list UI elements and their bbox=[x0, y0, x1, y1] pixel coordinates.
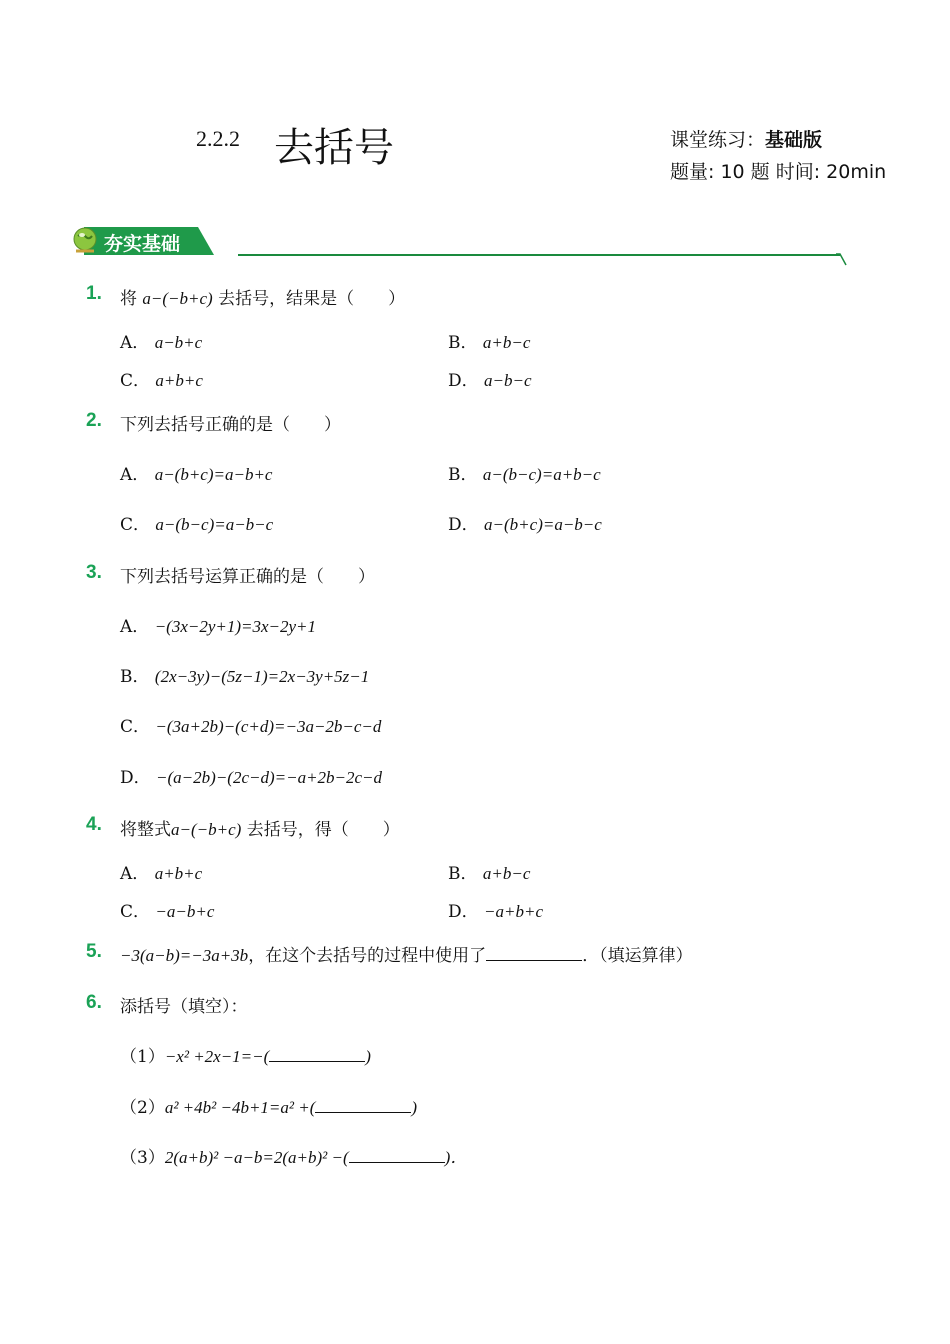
divider-end bbox=[836, 253, 850, 267]
question-number: 3. bbox=[86, 562, 102, 583]
option-expression: a−(b+c)=a−b+c bbox=[154, 465, 273, 484]
option-expression: a+b+c bbox=[154, 864, 203, 883]
exercise-label: 课堂练习： bbox=[670, 129, 766, 151]
option-letter: B． bbox=[448, 333, 478, 353]
option-d[interactable] bbox=[448, 366, 532, 391]
fill-part bbox=[120, 1042, 371, 1067]
option-expression: a−(b−c)=a−b−c bbox=[155, 515, 274, 534]
part-expression: a² +4b² −4b+1=a² +( bbox=[164, 1098, 316, 1117]
option-expression: a+b−c bbox=[482, 333, 531, 352]
option-c[interactable] bbox=[120, 510, 273, 535]
answer-blank[interactable] bbox=[349, 1146, 445, 1163]
option-b[interactable] bbox=[448, 328, 530, 353]
option-a[interactable] bbox=[120, 612, 316, 637]
option-b[interactable] bbox=[448, 859, 530, 884]
option-c[interactable] bbox=[120, 897, 214, 922]
option-expression: a−b−c bbox=[484, 371, 532, 390]
option-letter: D． bbox=[448, 515, 479, 535]
option-expression: −(3x−2y+1)=3x−2y+1 bbox=[154, 617, 317, 636]
option-letter: C． bbox=[120, 717, 151, 737]
option-c[interactable] bbox=[120, 712, 381, 737]
option-d[interactable] bbox=[120, 763, 382, 788]
option-d[interactable] bbox=[448, 510, 602, 535]
fill-part bbox=[120, 1093, 417, 1118]
part-expression: ) bbox=[365, 1047, 371, 1066]
option-expression: −(a−2b)−(2c−d)=−a+2b−2c−d bbox=[156, 768, 383, 787]
stem-expression: −3(a−b)=−3a+3b bbox=[120, 946, 249, 965]
question-number: 6. bbox=[86, 992, 102, 1013]
stem-expression: a−(−b+c) bbox=[142, 289, 213, 308]
stem-text: 将整式 bbox=[120, 820, 171, 840]
option-letter: C． bbox=[120, 515, 151, 535]
stem-text: 去括号，得（ ） bbox=[246, 820, 400, 840]
option-letter: D． bbox=[120, 768, 151, 788]
option-expression: −a−b+c bbox=[155, 902, 215, 921]
page-title: 去括号 bbox=[274, 125, 394, 171]
question-stem bbox=[120, 284, 405, 309]
question-stem: 下列去括号正确的是（ ） bbox=[120, 415, 341, 435]
option-letter: A． bbox=[120, 465, 150, 485]
option-expression: a+b−c bbox=[482, 864, 531, 883]
answer-blank[interactable] bbox=[269, 1045, 365, 1062]
stem-text: ，在这个去括号的过程中使用了 bbox=[248, 946, 487, 966]
section-label: 夯实基础 bbox=[104, 233, 181, 255]
section-number: 2.2.2 bbox=[196, 126, 240, 151]
option-b[interactable] bbox=[448, 460, 601, 485]
question-number: 4. bbox=[86, 814, 102, 835]
question-number: 2. bbox=[86, 410, 102, 431]
fill-part bbox=[120, 1143, 467, 1168]
option-letter: B． bbox=[120, 667, 150, 687]
option-expression: a−(b+c)=a−b−c bbox=[484, 515, 602, 534]
part-label: （2） bbox=[120, 1098, 165, 1118]
option-letter: A． bbox=[120, 617, 150, 637]
option-expression: −a+b+c bbox=[484, 902, 544, 921]
question-stem bbox=[120, 941, 693, 966]
option-a[interactable] bbox=[120, 460, 272, 485]
option-expression: a−(b−c)=a+b−c bbox=[482, 465, 601, 484]
question-number: 1. bbox=[86, 283, 102, 304]
part-label: （1） bbox=[120, 1047, 165, 1067]
option-expression: (2x−3y)−(5z−1)=2x−3y+5z−1 bbox=[154, 667, 370, 686]
option-d[interactable] bbox=[448, 897, 543, 922]
option-letter: C． bbox=[120, 902, 151, 922]
option-letter: C． bbox=[120, 371, 151, 391]
stem-expression: a−(−b+c) bbox=[171, 820, 242, 839]
option-expression: a−b+c bbox=[154, 333, 203, 352]
part-expression: −x² +2x−1=−( bbox=[164, 1047, 270, 1066]
level-label: 基础版 bbox=[765, 129, 823, 151]
part-expression: )． bbox=[444, 1148, 468, 1167]
answer-blank[interactable] bbox=[315, 1096, 411, 1113]
answer-blank[interactable] bbox=[486, 944, 582, 961]
part-label: （3） bbox=[120, 1148, 165, 1168]
option-letter: A． bbox=[120, 333, 150, 353]
count-time-label: 题量: 10 题 时间: 20min bbox=[670, 161, 887, 183]
option-letter: A． bbox=[120, 864, 150, 884]
section-divider bbox=[238, 254, 840, 256]
option-letter: B． bbox=[448, 465, 478, 485]
question-stem: 添括号（填空）： bbox=[120, 997, 248, 1017]
question-stem: 下列去括号运算正确的是（ ） bbox=[120, 567, 375, 587]
part-expression: ) bbox=[411, 1098, 418, 1117]
question-stem bbox=[120, 815, 400, 840]
option-a[interactable] bbox=[120, 328, 202, 353]
stem-text: 去括号，结果是（ ） bbox=[218, 289, 406, 309]
exercise-info bbox=[670, 125, 822, 152]
option-b[interactable] bbox=[120, 662, 369, 687]
globe-icon bbox=[70, 224, 102, 256]
option-expression: −(3a+2b)−(c+d)=−3a−2b−c−d bbox=[155, 717, 382, 736]
option-expression: a+b+c bbox=[155, 371, 203, 390]
option-a[interactable] bbox=[120, 859, 202, 884]
part-expression: 2(a+b)² −a−b=2(a+b)² −( bbox=[164, 1148, 349, 1167]
option-letter: D． bbox=[448, 371, 479, 391]
option-c[interactable] bbox=[120, 366, 203, 391]
question-number: 5. bbox=[86, 941, 102, 962]
stem-text: ．（填运算律） bbox=[582, 946, 693, 966]
option-letter: B． bbox=[448, 864, 478, 884]
option-letter: D． bbox=[448, 902, 479, 922]
stem-text: 将 bbox=[120, 289, 137, 309]
